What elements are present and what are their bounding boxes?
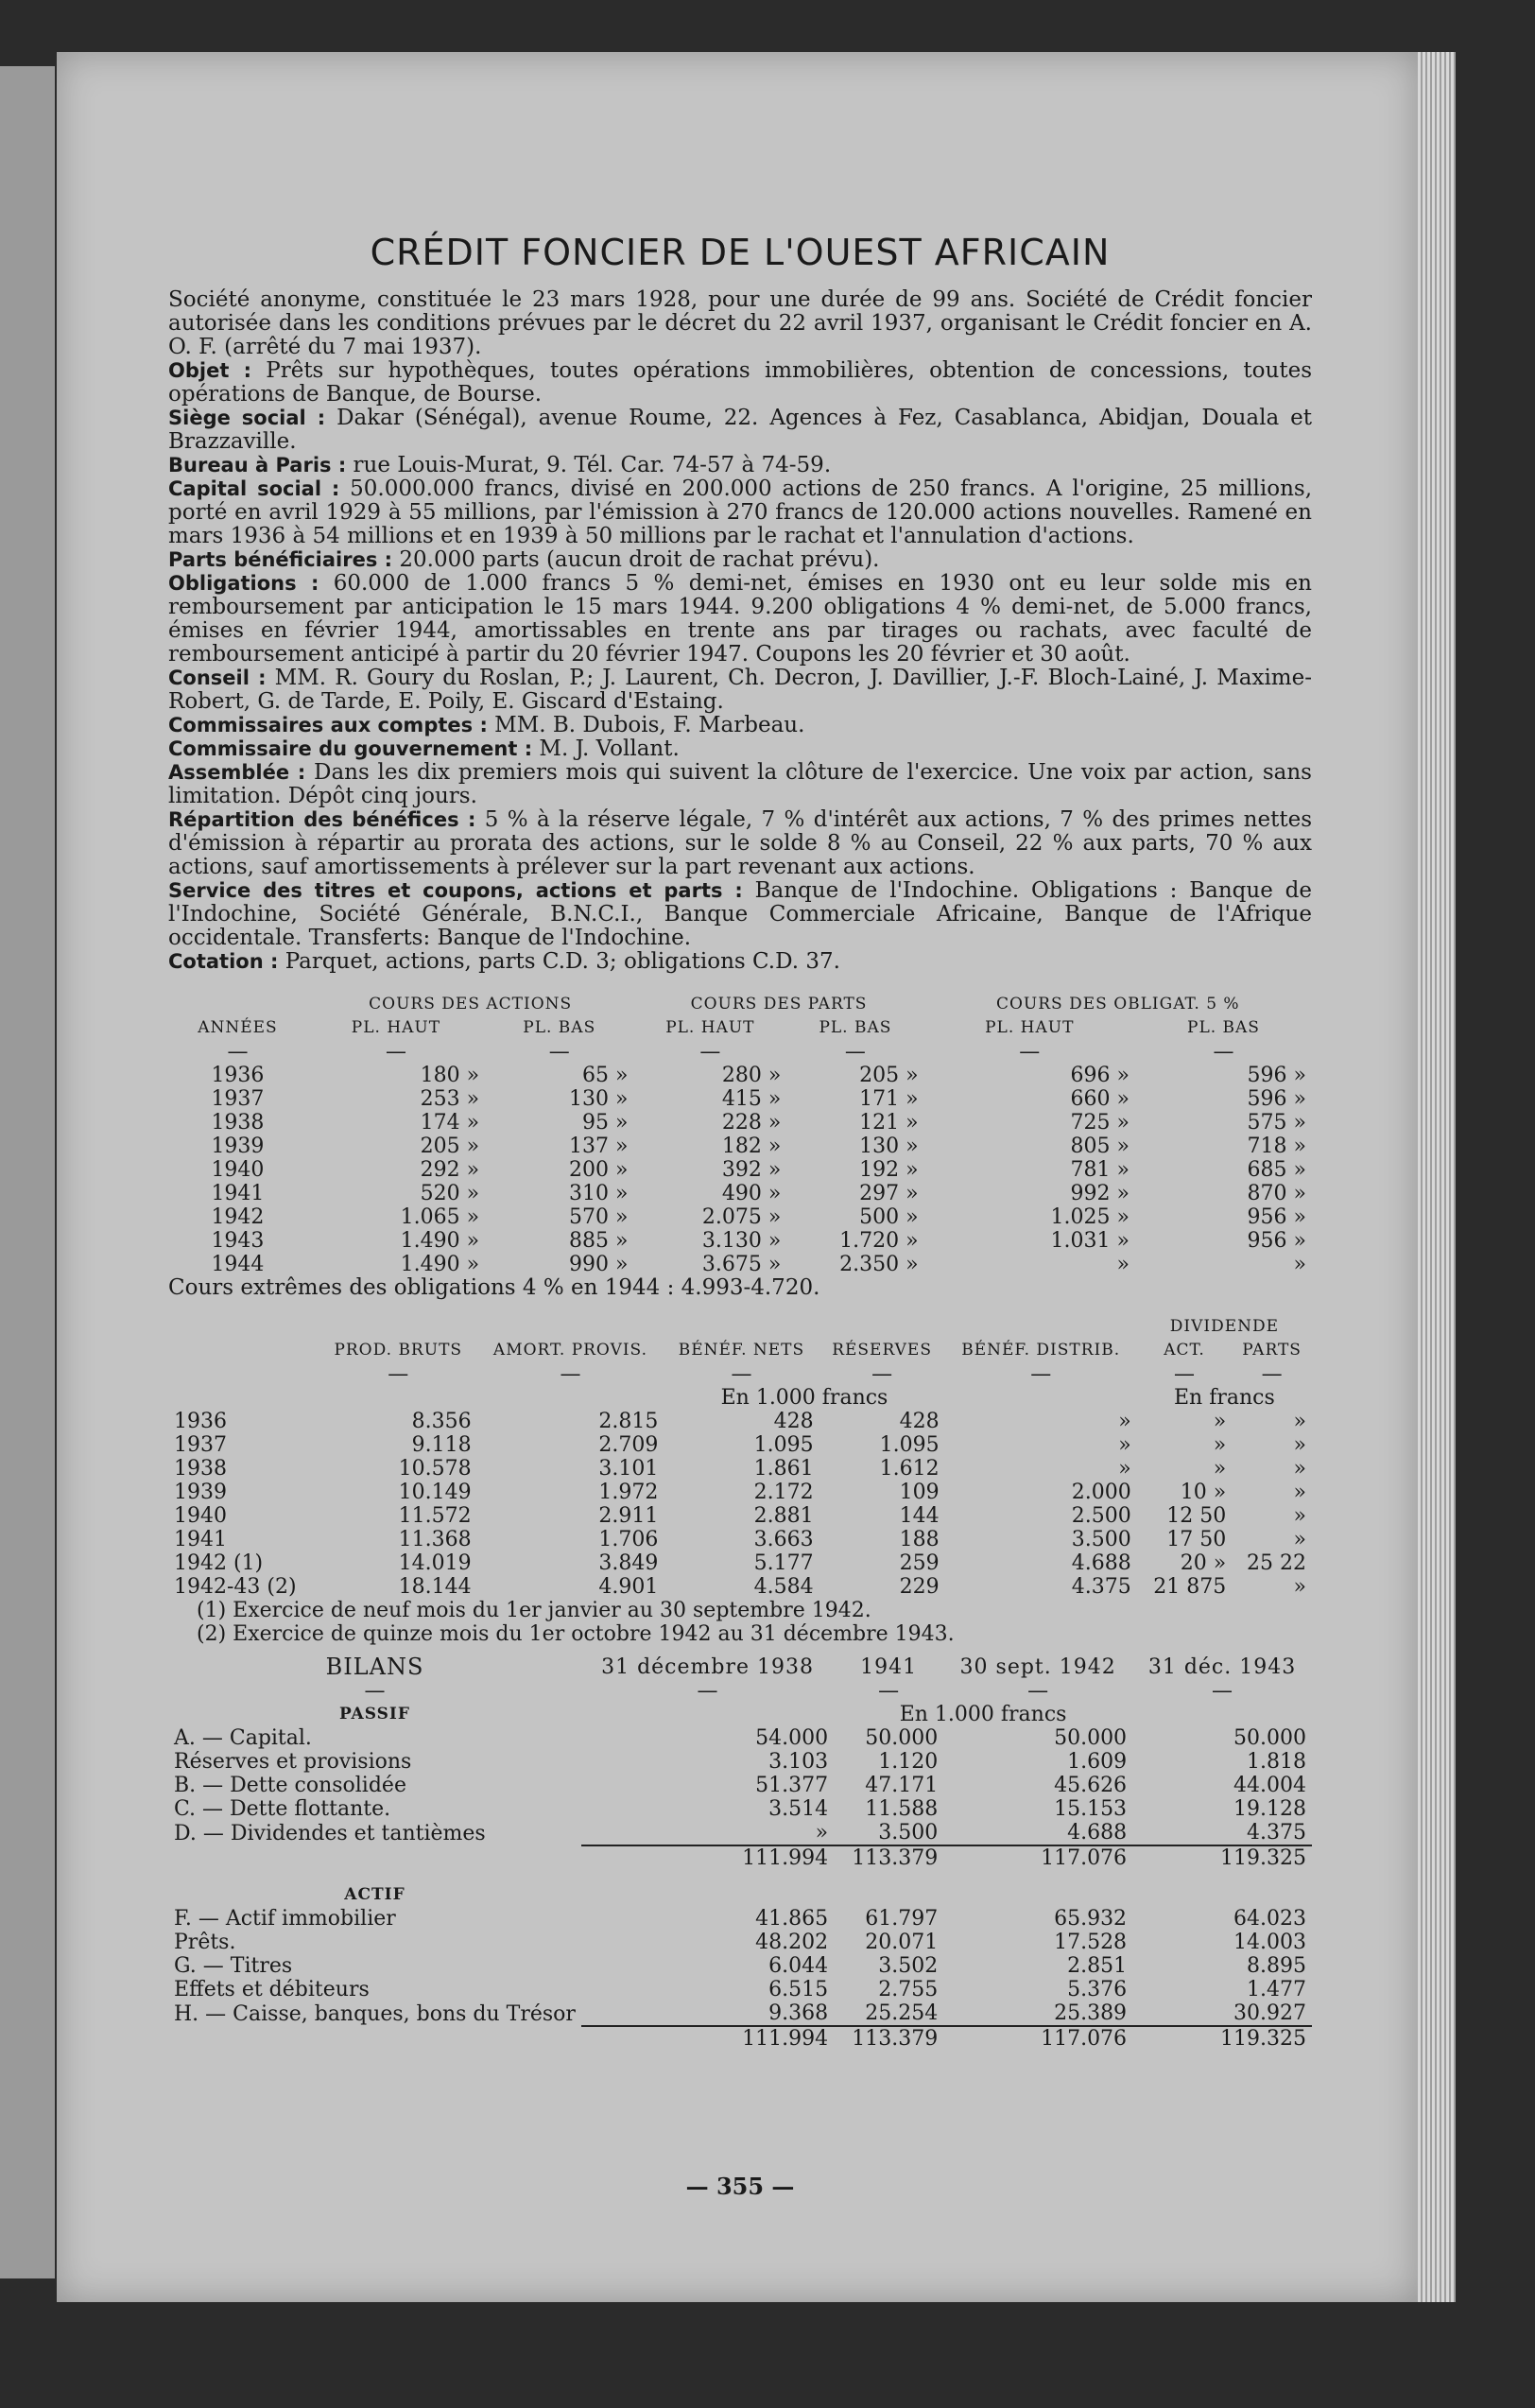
table-row [168,1931,1312,1954]
table-cell: 718 » [1247,1135,1306,1158]
table-cell: 3.500 [1071,1528,1131,1551]
table-cell: 1.065 » [400,1205,480,1229]
table-cell: 1939 [211,1135,265,1158]
table-cell: 137 » [569,1135,629,1158]
table-cell: 48.202 [755,1931,829,1954]
table-row [168,1726,1312,1750]
paragraph-label: Objet : [168,359,251,382]
table-row [168,1750,1312,1774]
paragraph-label: Parts bénéficiaires : [168,548,393,571]
paragraph-text: 50.000.000 francs, divisé en 200.000 actions de 250 francs. A l'origine, 25 millions, porté en avril 1929 à 55 millions, par l'émission à 270 francs de 120.000 actions nouvelles. Ramené en mars 1936 à 54 millions et en 1939 à 50 millions par le rachat et l'annulation d'actions. [168,476,1312,548]
table-row [168,1821,1312,1845]
table-cell: 229 [899,1575,940,1599]
table-cell: 228 » [721,1111,782,1135]
paragraph-label: Commissaires aux comptes : [168,714,488,736]
table-cell: 292 » [420,1158,480,1182]
table-cell: 54.000 [755,1726,829,1750]
table-cell: 1.861 [753,1457,814,1481]
table-cell: G. — Titres [174,1954,293,1978]
col-act: ACT. [1164,1341,1205,1360]
table-row [168,1410,1312,1433]
table-row [168,1774,1312,1797]
table-cell: 2.500 [1071,1504,1131,1528]
paragraph-text: Prêts sur hypothèques, toutes opérations immobilières, obtention de concessions, toutes opérations de Banque, de Bourse. [168,358,1312,407]
table-row [168,1135,1312,1158]
table-cell: 5.376 [1067,1978,1128,2001]
table-cell: 1.095 [879,1433,940,1457]
table-cell: 8.356 [411,1410,472,1433]
paragraph-text: 60.000 de 1.000 francs 5 % demi-net, émises en 1930 ont eu leur solde mis en remboursement par anticipation le 15 mars 1944. 9.200 obligations 4 % demi-net, de 5.000 francs, émises en février 1944, amortissables en trente ans par tirages ou rachats, avec faculté de remboursement anticipé à partir du 20 février 1947. Coupons les 20 février et 30 août. [168,571,1312,667]
table-cell: 3.500 [878,1821,939,1845]
table-row [168,1797,1312,1821]
table-cell: 1940 [174,1504,227,1528]
table-cell: » [1213,1457,1227,1481]
col-haut: PL. HAUT [351,1018,441,1037]
paragraph-label: Bureau à Paris : [168,454,347,476]
table-row [168,1111,1312,1135]
table-cell: 12 50 [1166,1504,1227,1528]
bilans-unit: En 1.000 francs [899,1703,1067,1726]
col-prod: PROD. BRUTS [334,1341,463,1360]
table-cell: » [1293,1410,1306,1433]
page-stack-edge [1418,52,1456,2302]
table-cell: 4.375 [1071,1575,1131,1599]
unit-label-francs: En francs [1173,1386,1275,1410]
paragraph [168,572,1312,667]
actif-label: ACTIF [344,1885,405,1904]
table-cell: 660 » [1070,1087,1130,1111]
paragraph [168,667,1312,714]
passif-total-row: 111.994 113.379 117.076 119.325 [168,1845,1312,1870]
col-oblig: COURS DES OBLIGAT. 5 % [995,995,1240,1013]
col-annees: ANNÉES [198,1018,278,1037]
table-row [168,1504,1312,1528]
paragraph-label: Conseil : [168,667,267,689]
table-cell: 1942 (1) [174,1551,264,1575]
table-cell: 5.177 [753,1551,814,1575]
table-cell: 188 [899,1528,940,1551]
table-cell: 95 » [582,1111,629,1135]
col-haut: PL. HAUT [665,1018,755,1037]
paragraph [168,548,1312,572]
table-cell: 17.528 [1054,1931,1128,1954]
paragraph-label: Obligations : [168,572,319,595]
col-1943: 31 déc. 1943 [1147,1655,1297,1679]
table-cell: 65 » [582,1064,629,1087]
table-cell: F. — Actif immobilier [174,1907,396,1931]
paragraph [168,761,1312,808]
table-cell: 192 » [859,1158,919,1182]
table-cell: 130 » [569,1087,629,1111]
table-cell: 20.071 [865,1931,939,1954]
table-cell: 956 » [1247,1229,1306,1253]
table-row [168,1087,1312,1111]
col-actions: COURS DES ACTIONS [369,995,573,1013]
table-cell: 1.706 [598,1528,659,1551]
table-cell: 1937 [211,1087,265,1111]
col-haut: PL. HAUT [985,1018,1075,1037]
table-cell: 3.101 [598,1457,659,1481]
table-cell: 25 22 [1247,1551,1306,1575]
table-cell: 1.490 » [400,1229,480,1253]
table-cell: 10 » [1180,1481,1227,1504]
table-cell: 805 » [1070,1135,1130,1158]
table-row [168,1954,1312,1978]
table-cell: 180 » [420,1064,480,1087]
footnote-1: (1) Exercice de neuf mois du 1er janvier au 30 septembre 1942. [197,1599,871,1622]
table-cell: 144 [899,1504,940,1528]
table-cell: 200 » [569,1158,629,1182]
table-cell: 47.171 [865,1774,939,1797]
table-row [168,2001,1312,2026]
table-cell: 2.755 [878,1978,939,2001]
table-cell: 2.000 [1071,1481,1131,1504]
table-cell: 3.502 [878,1954,939,1978]
table-cell: 1937 [174,1433,227,1457]
table-cell: 50.000 [1054,1726,1128,1750]
table-cell: » [1293,1253,1306,1276]
table-cell: 1938 [211,1111,265,1135]
table-row [168,1551,1312,1575]
paragraph-text: Parquet, actions, parts C.D. 3; obligations C.D. 37. [285,949,840,974]
table-cell: 8.895 [1247,1954,1306,1978]
table-cell: 1.972 [598,1481,659,1504]
table-cell: 415 » [721,1087,782,1111]
table-cell: 4.584 [753,1575,814,1599]
col-parts: COURS DES PARTS [690,995,868,1013]
table-cell: 11.588 [865,1797,939,1821]
paragraph-label: Capital social : [168,477,340,500]
table-cell: D. — Dividendes et tantièmes [174,1821,486,1845]
table-row [168,1978,1312,2001]
table-cell: 3.675 » [701,1253,782,1276]
table-row [168,1907,1312,1931]
table-cell: 3.514 [768,1797,829,1821]
unit-label: En 1.000 francs [720,1386,888,1410]
paragraph [168,454,1312,477]
table-cell: 20 » [1180,1551,1227,1575]
paragraph-text: MM. B. Dubois, F. Marbeau. [494,713,805,737]
table-row [168,1575,1312,1599]
company-description [168,288,1312,974]
paragraph-text: Banque de l'Indochine. Obligations : Banque de l'Indochine, Société Générale, B.N.C.I., Banque Commerciale Africaine, Banque de l'Afrique occidentale. Transferts: Banque de l'Indochine. [168,878,1313,950]
table-cell: 310 » [569,1182,629,1205]
table-cell: » [1293,1528,1306,1551]
table-cell: Réserves et provisions [174,1750,412,1774]
table-cell: 121 » [859,1111,919,1135]
table-cell: Effets et débiteurs [174,1978,370,2001]
col-bas: PL. BAS [523,1018,596,1037]
table-cell: 25.389 [1054,2001,1128,2025]
table-cell: 2.881 [753,1504,814,1528]
table-cell: 575 » [1247,1111,1306,1135]
col-1941: 1941 [860,1655,918,1679]
table-cell: 11.572 [398,1504,472,1528]
table-cell: 50.000 [1233,1726,1306,1750]
paragraph-text: 5 % à la réserve légale, 7 % d'intérêt aux actions, 7 % des primes nettes d'émission à répartir au prorata des actions, sur le solde 8 % au Conseil, 22 % aux parts, 70 % aux actions, sauf amortissements à prélever sur la part revenant aux actions. [168,807,1312,879]
page-title: CRÉDIT FONCIER DE L'OUEST AFRICAIN [370,232,1111,273]
table-cell: 3.103 [768,1750,829,1774]
table-cell: » [1118,1433,1131,1457]
table-cell: H. — Caisse, banques, bons du Trésor [174,2001,576,2026]
table-cell: 280 » [721,1064,782,1087]
table-cell: 21 875 [1153,1575,1227,1599]
table-cell: 9.368 [768,2001,829,2025]
table-cell: 64.023 [1233,1907,1306,1931]
table-cell: 2.851 [1067,1954,1128,1978]
actif-total-row: 111.994 113.379 117.076 119.325 [168,2026,1312,2051]
table-cell: 51.377 [755,1774,829,1797]
table-cell: 428 [899,1410,940,1433]
table-cell: » [1213,1410,1227,1433]
table-cell: 428 [773,1410,814,1433]
table-cell: 17 50 [1166,1528,1227,1551]
table-cell: 14.003 [1233,1931,1306,1954]
table-cell: » [1213,1433,1227,1457]
table-cell: » [1293,1481,1306,1504]
col-amort: AMORT. PROVIS. [492,1341,648,1360]
table-cell: 570 » [569,1205,629,1229]
table-cell: 1938 [174,1457,227,1481]
table-cell: » [1116,1253,1130,1276]
table-cell: 2.172 [753,1481,814,1504]
table-cell: » [815,1821,829,1845]
paragraph [168,288,1312,359]
table-cell: 1.818 [1247,1750,1306,1774]
table-cell: 870 » [1247,1182,1306,1205]
table-cell: 596 » [1247,1087,1306,1111]
table-cell: 696 » [1070,1064,1130,1087]
paragraph-text: M. J. Vollant. [539,736,680,761]
page-content [168,184,1313,2200]
paragraph-label: Répartition des bénéfices : [168,808,476,831]
table-cell: 182 » [721,1135,782,1158]
table-cell: 109 [899,1481,940,1504]
table-cell: 3.130 » [701,1229,782,1253]
table-cell: 205 » [859,1064,919,1087]
table-cell: 885 » [569,1229,629,1253]
table-cell: 1.477 [1247,1978,1306,2001]
footnote-2: (2) Exercice de quinze mois du 1er octobre 1942 au 31 décembre 1943. [197,1622,955,1646]
paragraph-text: 20.000 parts (aucun droit de rachat prévu). [399,547,880,572]
table-cell: 14.019 [398,1551,472,1575]
col-distrib: BÉNÉF. DISTRIB. [961,1341,1121,1360]
table-cell: » [1118,1457,1131,1481]
table-cell: 3.663 [753,1528,814,1551]
table-cell: Prêts. [174,1931,236,1954]
table-cell: 1941 [211,1182,265,1205]
col-1938: 31 décembre 1938 [601,1655,814,1679]
paragraph-label: Service des titres et coupons, actions et parts : [168,879,743,902]
table-cell: C. — Dette flottante. [174,1797,391,1821]
table-row [168,1457,1312,1481]
paragraph-label: Siège social : [168,407,326,429]
table-cell: 61.797 [865,1907,939,1931]
paragraph [168,359,1312,407]
table-cell: 1942 [211,1205,265,1229]
table-cell: 130 » [859,1135,919,1158]
table-cell: 1940 [211,1158,265,1182]
table-cell: 174 » [420,1111,480,1135]
col-reserves: RÉSERVES [832,1341,932,1360]
balance-sheet-table: BILANS 31 décembre 1938 1941 30 sept. 1942 31 déc. 1943 — — — — — PASSIF En 1.000 francs A. — Capital. 54.000 50.000 50.000 50.000 Réserves et provisions 3.103 1.120 1.609 1.818 B. — Dette consolidée 51.377 47.171 45.626 44.004 C. — Dette flottante. 3.514 11.588 15.153 19.128 D. — Dividendes et tantièmes » 3.500 4.688 4.375 111.994 113.379 117.076 119.325 ACTIF F. — Actif immobilier 41.865 61.797 65.932 64.023 Prêts. 48.202 20.071 17.528 14.003 G. — Titres 6.044 3.502 2.851 8.895 Effets et débiteurs 6.515 2.755 5.376 1.477 H. — Caisse, banques, bons du Trésor 9.368 25.254 25.389 30.927 111.994 113.379 117.076 119.325 [168,1655,1312,2051]
price-table: ANNÉES COURS DES ACTIONS COURS DES PARTS COURS DES OBLIGAT. 5 % PL. HAUT PL. BAS PL. HAUT PL. BAS PL. HAUT PL. BAS — — — — — — — 1936 180 » 65 » 280 » 205 » 696 » 596 » 1937 253 » 130 » 415 » 171 » 660 » 596 » 1938 174 » 95 » 228 » 121 » 725 » 575 » 1939 205 » 137 » 182 » 130 » 805 » 718 » 1940 292 » 200 » 392 » 192 » 781 » 685 » 1941 520 » 310 » 490 » 297 » 992 » 870 » 1942 1.065 » 570 » 2.075 » 500 » 1.025 » 956 » 1943 1.490 » 885 » 3.130 » 1.720 » 1.031 » 956 » 1944 1.490 » 990 » 3.675 » 2.350 » » » [168,993,1312,1276]
table-cell: 4.901 [598,1575,659,1599]
table-row [168,1253,1312,1276]
col-bas: PL. BAS [1187,1018,1260,1037]
table-cell: 15.153 [1054,1797,1128,1821]
paragraph [168,407,1312,454]
table-cell: 50.000 [865,1726,939,1750]
paragraph [168,950,1312,974]
table-cell: 1.025 » [1050,1205,1130,1229]
table-cell: 956 » [1247,1205,1306,1229]
table-cell: » [1118,1410,1131,1433]
table-cell: 10.578 [398,1457,472,1481]
paragraph-text: MM. R. Goury du Roslan, P.; J. Laurent, Ch. Decron, J. Davillier, J.-F. Bloch-Lainé, J. Maxime-Robert, G. de Tarde, E. Poily, E. Giscard d'Estaing. [168,666,1313,714]
table-cell: » [1293,1433,1306,1457]
left-page-edge [0,66,55,2278]
table-cell: 3.849 [598,1551,659,1575]
table-cell: 9.118 [411,1433,472,1457]
paragraph-label: Commissaire du gouvernement : [168,737,533,760]
table-cell: 10.149 [398,1481,472,1504]
table-cell: 6.515 [768,1978,829,2001]
table-cell: 259 [899,1551,940,1575]
paragraph [168,477,1312,548]
table-cell: » [1293,1575,1306,1599]
table-cell: 520 » [420,1182,480,1205]
table-row [168,1158,1312,1182]
bilans-title: BILANS [325,1654,424,1680]
table-cell: 2.911 [598,1504,659,1528]
table-cell: 19.128 [1233,1797,1306,1821]
table-cell: 4.375 [1247,1821,1306,1845]
paragraph-text: rue Louis-Murat, 9. Tél. Car. 74-57 à 74-59. [353,453,832,477]
table-row [168,1481,1312,1504]
table-cell: 490 » [721,1182,782,1205]
table-cell: 44.004 [1233,1774,1306,1797]
table-row [168,1528,1312,1551]
paragraph [168,714,1312,737]
table-cell: 1936 [211,1064,265,1087]
table-cell: 1.095 [753,1433,814,1457]
table-row [168,1182,1312,1205]
paragraph [168,879,1312,950]
col-1942: 30 sept. 1942 [959,1655,1116,1679]
table-cell: 25.254 [865,2001,939,2025]
table-cell: 6.044 [768,1954,829,1978]
table-cell: 1943 [211,1229,265,1253]
table-cell: 596 » [1247,1064,1306,1087]
table-cell: 18.144 [398,1575,472,1599]
col-dividende: DIVIDENDE [1169,1317,1280,1336]
paragraph [168,737,1312,761]
book-page [57,52,1418,2302]
table-cell: 1.031 » [1050,1229,1130,1253]
table-cell: 685 » [1247,1158,1306,1182]
table-cell: 1941 [174,1528,227,1551]
table-cell: 1.612 [879,1457,940,1481]
table-cell: 171 » [859,1087,919,1111]
paragraph-label: Cotation : [168,950,279,973]
table-cell: 992 » [1070,1182,1130,1205]
paragraph-label: Assemblée : [168,761,306,784]
results-table: PROD. BRUTS AMORT. PROVIS. BÉNÉF. NETS RÉSERVES BÉNÉF. DISTRIB. DIVIDENDE ACT. PARTS — — — — — — — En 1.000 francs En francs 1936 8.356 2.815 428 428 » » » 1937 9.118 2.709 1.095 1.095 » » » 1938 10.578 3.101 1.861 1.612 » » » 1939 10.149 1.972 2.172 109 2.000 10 » » 1940 11.572 2.911 2.881 144 2.500 12 50 » 1941 11.368 1.706 3.663 188 3.500 17 50 » 1942 (1) 14.019 3.849 5.177 259 4.688 20 » 25 22 1942-43 (2) 18.144 4.901 4.584 229 4.375 21 875 » [168,1315,1312,1599]
table-cell: 1939 [174,1481,227,1504]
page-number: — 355 — [685,2173,795,2200]
bond-extremes-note: Cours extrêmes des obligations 4 % en 1944 : 4.993-4.720. [168,1275,820,1300]
table-cell: 2.075 » [701,1205,782,1229]
table-cell: 2.815 [598,1410,659,1433]
col-benef: BÉNÉF. NETS [678,1341,805,1360]
table-cell: 500 » [859,1205,919,1229]
table-cell: 253 » [420,1087,480,1111]
table-cell: 1.120 [878,1750,939,1774]
table-cell: 1.490 » [400,1253,480,1276]
table-cell: A. — Capital. [174,1726,312,1750]
table-cell: 30.927 [1233,2001,1306,2025]
table-cell: 1.720 » [839,1229,919,1253]
paragraph-text: Dans les dix premiers mois qui suivent la clôture de l'exercice. Une voix par action, sans limitation. Dépôt cinq jours. [168,760,1312,808]
table-cell: 1942-43 (2) [174,1575,297,1599]
table-cell: B. — Dette consolidée [174,1774,406,1797]
table-cell: 1944 [211,1253,265,1276]
passif-label: PASSIF [339,1705,410,1724]
table-cell: 205 » [420,1135,480,1158]
table-cell: 990 » [569,1253,629,1276]
table-cell: 1936 [174,1410,227,1433]
table-cell: 725 » [1070,1111,1130,1135]
table-cell: 65.932 [1054,1907,1128,1931]
paragraph [168,808,1312,879]
table-cell: 2.350 » [839,1253,919,1276]
table-cell: » [1293,1457,1306,1481]
table-row [168,1433,1312,1457]
table-cell: 392 » [721,1158,782,1182]
table-cell: 45.626 [1054,1774,1128,1797]
table-cell: 4.688 [1067,1821,1128,1845]
col-parts: PARTS [1242,1341,1302,1360]
table-cell: 297 » [859,1182,919,1205]
table-cell: 11.368 [398,1528,472,1551]
paragraph-text: Société anonyme, constituée le 23 mars 1928, pour une durée de 99 ans. Société de Crédit foncier autorisée dans les conditions prévues par le décret du 22 avril 1937, organisant le Crédit foncier en A. O. F. (arrêté du 7 mai 1937). [168,287,1312,359]
table-cell: 1.609 [1067,1750,1128,1774]
col-bas: PL. BAS [819,1018,892,1037]
table-cell: » [1293,1504,1306,1528]
table-row [168,1064,1312,1087]
table-row [168,1205,1312,1229]
table-row [168,1229,1312,1253]
paragraph-text: Dakar (Sénégal), avenue Roume, 22. Agences à Fez, Casablanca, Abidjan, Douala et Brazzaville. [168,406,1313,454]
table-cell: 4.688 [1071,1551,1131,1575]
table-cell: 2.709 [598,1433,659,1457]
table-cell: 781 » [1070,1158,1130,1182]
table-cell: 41.865 [755,1907,829,1931]
